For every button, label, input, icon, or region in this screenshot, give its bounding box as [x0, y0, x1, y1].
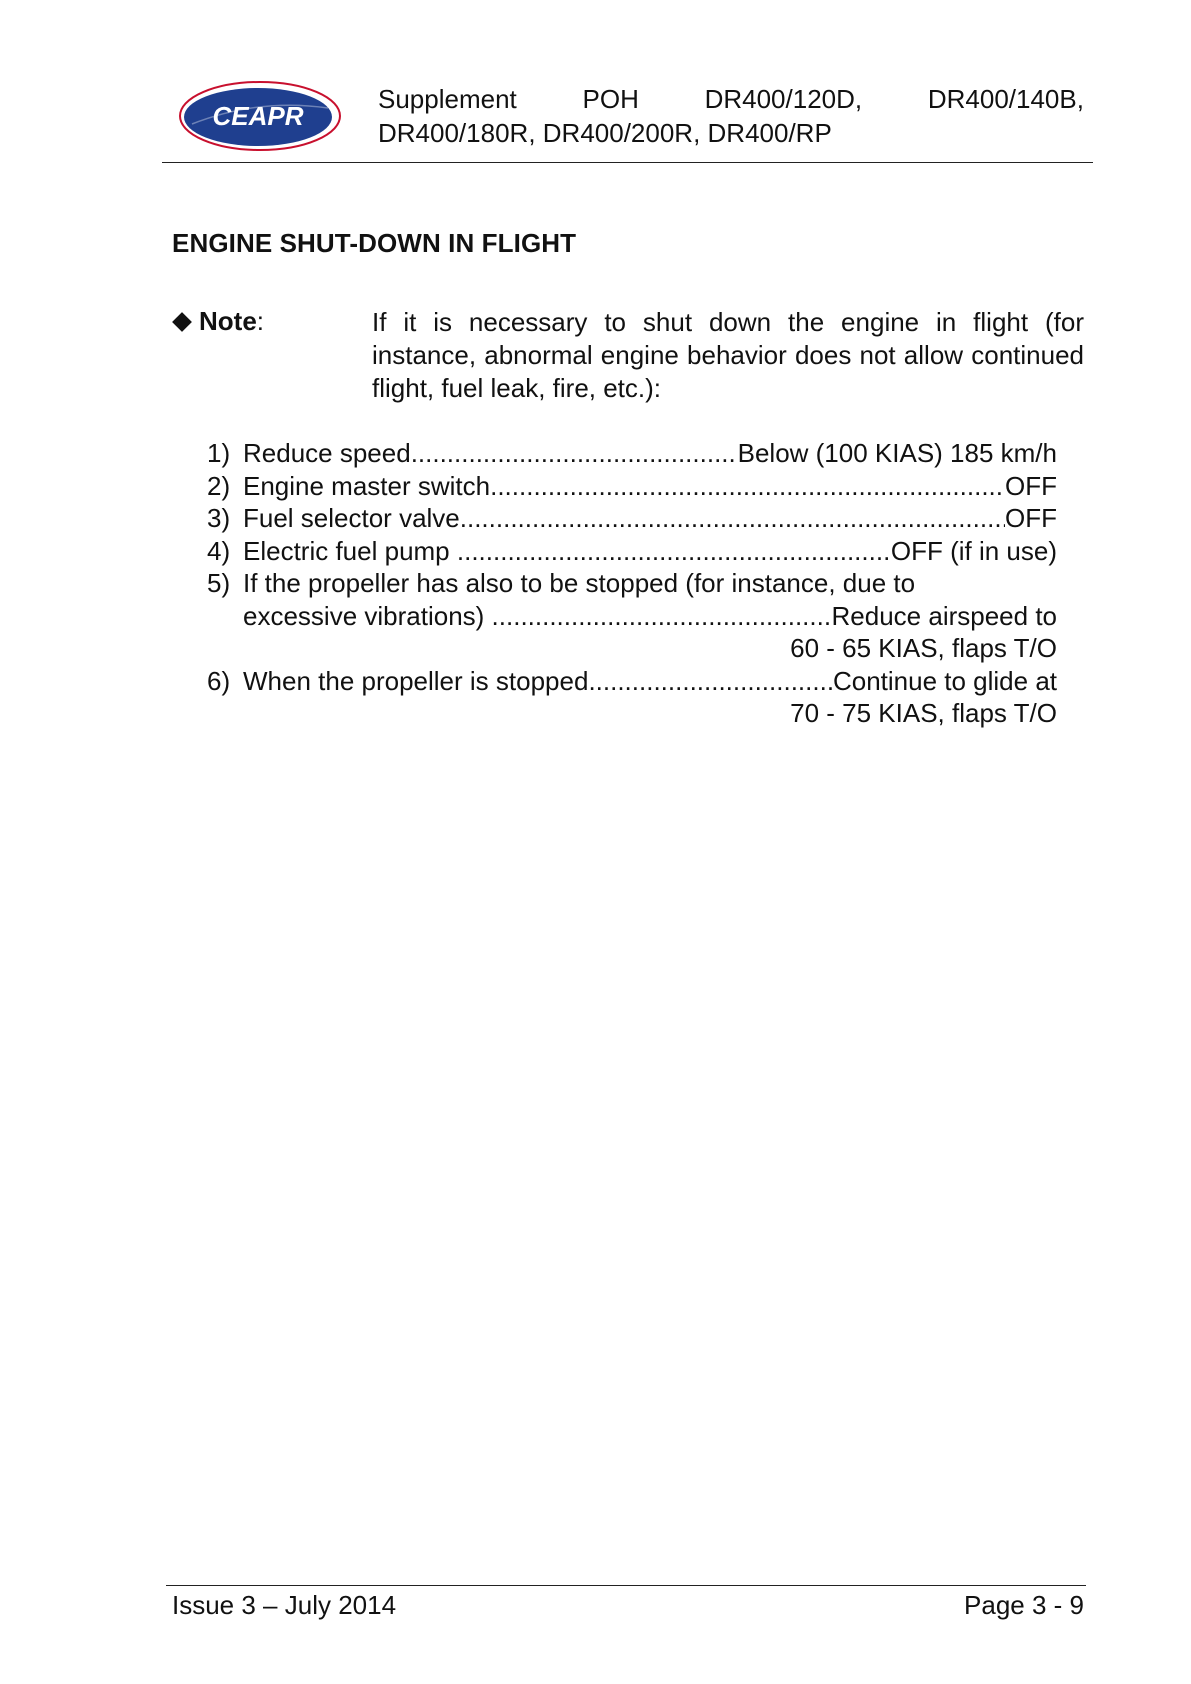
list-item — [207, 665, 1057, 698]
list-item — [207, 470, 1057, 503]
step-value: Reduce airspeed to — [831, 600, 1057, 631]
footer-issue: Issue 3 – July 2014 — [172, 1590, 397, 1620]
step-value: OFF (if in use) — [890, 535, 1057, 566]
list-item-continuation — [207, 600, 1057, 633]
list-item — [207, 437, 1057, 470]
footer-divider — [166, 1585, 1086, 1586]
step-label: Reduce speed — [243, 438, 411, 468]
dot-leader — [460, 502, 1005, 535]
note-colon: : — [256, 306, 265, 336]
step-label: When the propeller is stopped — [243, 665, 589, 696]
note-word: Note — [199, 306, 257, 336]
note-label — [172, 306, 264, 337]
step-number: 6) — [207, 665, 231, 696]
header-word: Supplement — [378, 84, 517, 114]
step-label: Fuel selector valve — [243, 503, 460, 533]
list-item-continuation — [207, 697, 1057, 730]
step-label: excessive vibrations) — [243, 600, 492, 631]
step-number: 4) — [207, 535, 231, 566]
step-label: If the propeller has also to be stopped (for instance, due to — [243, 568, 916, 598]
step-value: OFF — [1005, 470, 1057, 501]
header-title — [378, 82, 1084, 150]
dot-leader — [588, 665, 833, 698]
step-number: 2) — [207, 470, 231, 501]
header-word: DR400/140B, — [927, 84, 1084, 114]
list-item-continuation — [207, 632, 1057, 665]
diamond-bullet-icon — [172, 312, 192, 332]
step-label: Engine master switch — [243, 470, 491, 501]
note-text: If it is necessary to shut down the engine in flight (for instance, abnormal engine behavior does not allow continued flight, fuel leak, fire, etc.): — [372, 307, 1084, 403]
footer-page-number: Page 3 - 9 — [964, 1590, 1084, 1620]
header-word: POH — [582, 84, 639, 114]
step-value: Continue to glide at — [832, 665, 1057, 696]
step-label: Electric fuel pump — [243, 535, 457, 566]
header-title-line1 — [378, 82, 1084, 116]
list-item — [207, 535, 1057, 568]
procedure-list — [207, 437, 1057, 730]
step-number: 1) — [207, 438, 231, 468]
header-word: DR400/120D, — [704, 84, 863, 114]
header-divider — [162, 162, 1093, 163]
dot-leader — [457, 535, 891, 568]
ceapr-logo — [178, 78, 342, 154]
step-value: 70 - 75 KIAS, flaps T/O — [790, 698, 1057, 728]
dot-leader — [411, 437, 738, 470]
section-title: ENGINE SHUT-DOWN IN FLIGHT — [172, 228, 577, 258]
header-title-line2: DR400/180R, DR400/200R, DR400/RP — [378, 118, 832, 148]
step-number: 5) — [207, 568, 231, 598]
list-item — [207, 567, 1057, 600]
step-value: Below (100 KIAS) 185 km/h — [737, 438, 1057, 468]
step-number: 3) — [207, 503, 231, 533]
dot-leader — [492, 600, 832, 633]
logo-text: CEAPR — [212, 101, 304, 131]
step-value: 60 - 65 KIAS, flaps T/O — [790, 633, 1057, 663]
list-item — [207, 502, 1057, 535]
dot-leader — [490, 470, 1005, 503]
step-value: OFF — [1005, 503, 1057, 533]
